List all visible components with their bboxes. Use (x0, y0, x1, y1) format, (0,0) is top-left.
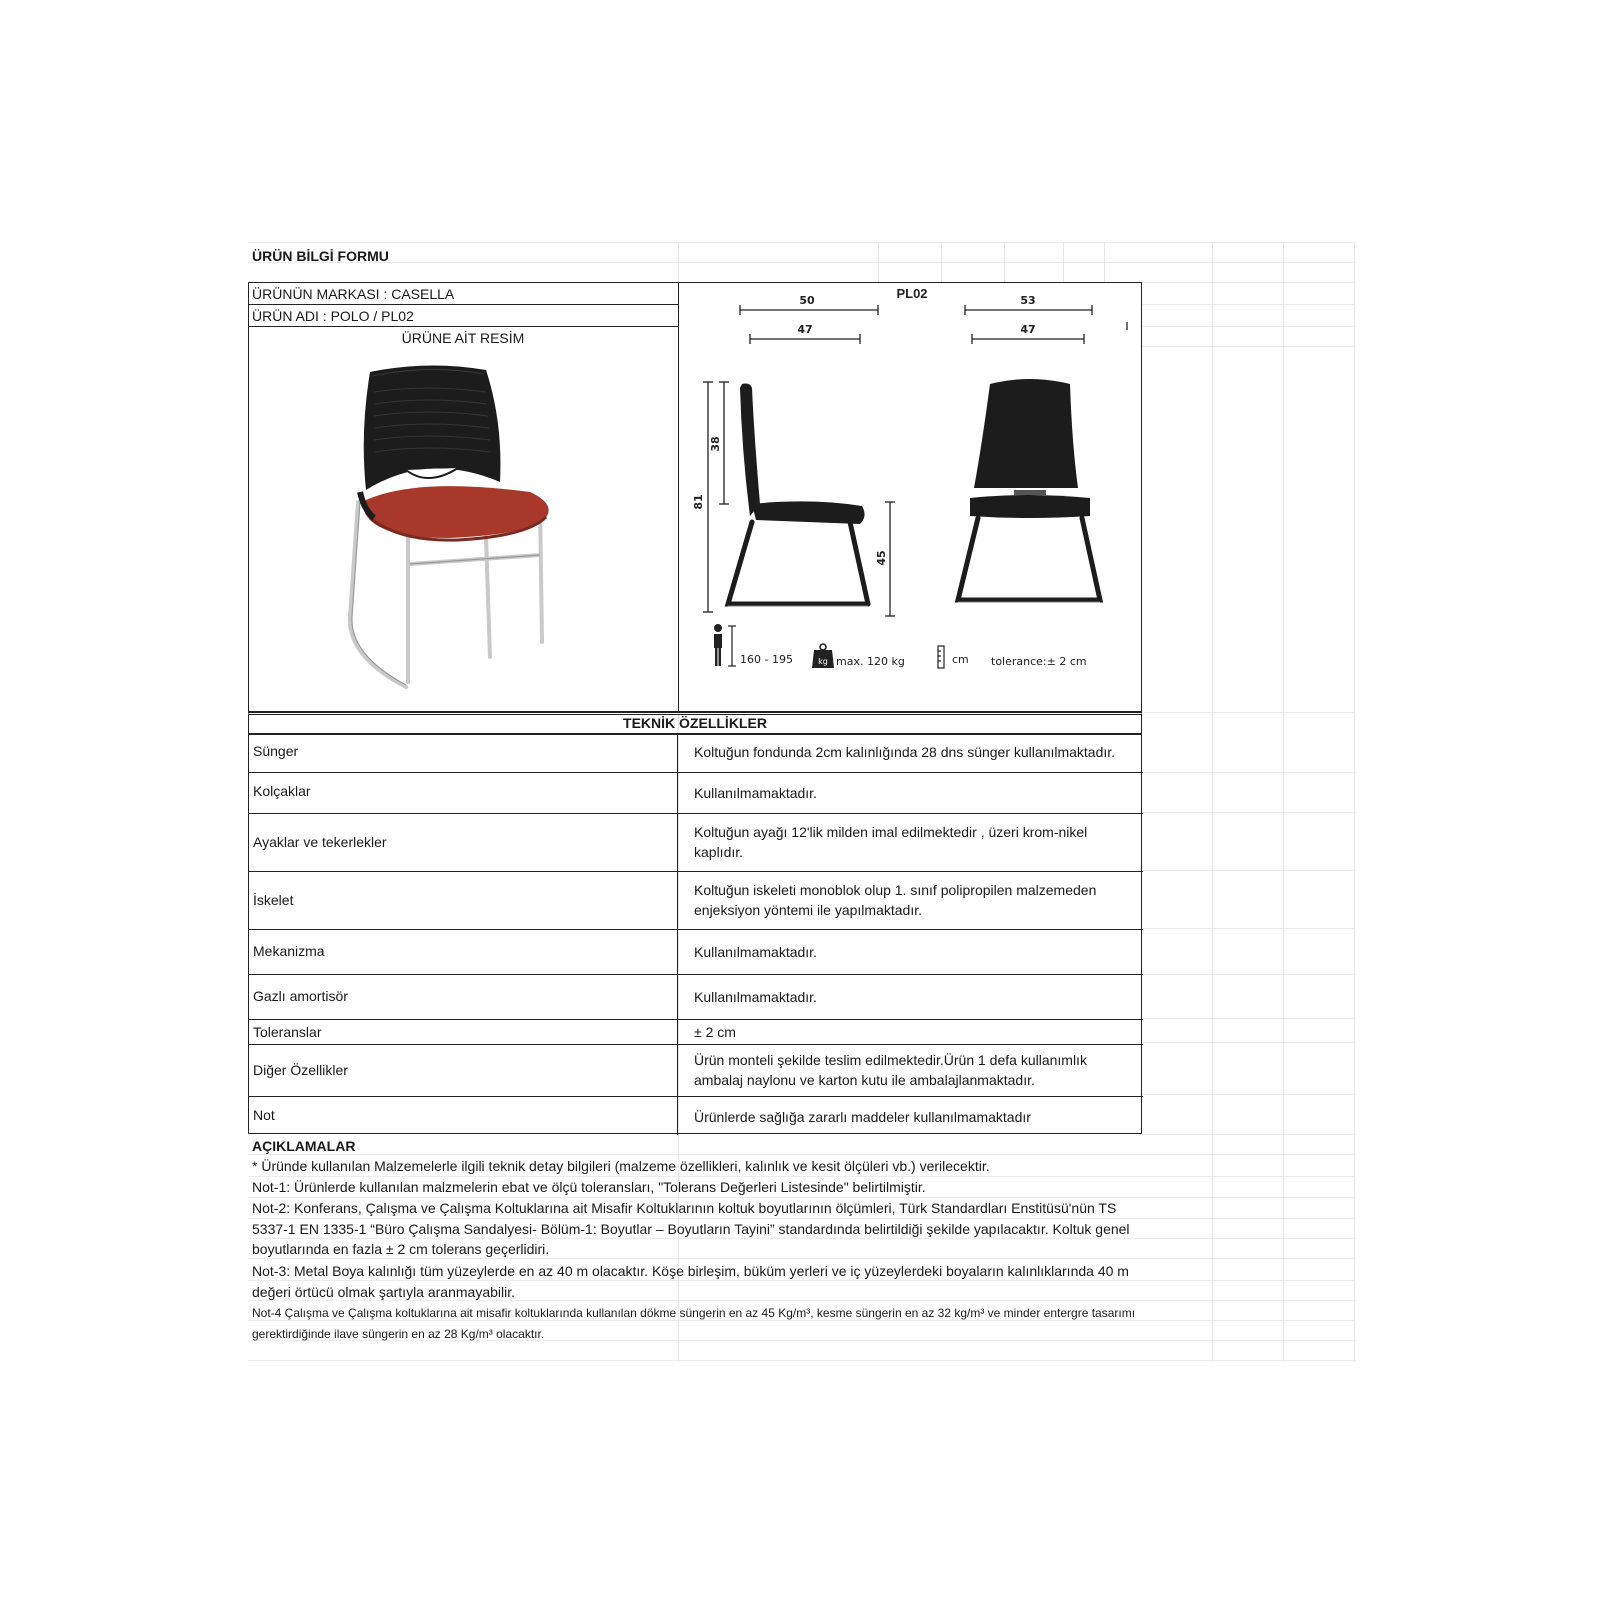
front-view-chair (958, 379, 1100, 602)
spec-label: Sünger (253, 743, 299, 759)
spec-row (249, 1097, 1143, 1135)
spec-label: Not (253, 1107, 275, 1123)
product-info-form (248, 242, 1355, 1362)
note-4: Not-4 Çalışma ve Çalışma koltuklarına ait misafir koltuklarında kullanılan dökme süngerin en az 45 Kg/m³, kesme süngerin en az 32 kg/m³ ve minder entergre tasarımı gerektirdiğinde ilave süngerin en az 28 Kg/m³ olacaktır. (252, 1306, 1136, 1341)
form-title: ÜRÜN BİLGİ FORMU (252, 248, 389, 264)
dim-seat-height: 45 (875, 550, 888, 566)
person-icon (714, 624, 736, 666)
svg-text:kg: kg (818, 657, 828, 666)
legend-max-weight: max. 120 kg (836, 655, 905, 668)
dim-seat-width-side: 47 (797, 323, 813, 336)
note-1: Not-1: Ürünlerde kullanılan malzmelerin ebat ve ölçü toleransları, "Tolerans Değerleri Listesinde" belirtilmiştir. (252, 1179, 926, 1195)
spec-value: Kullanılmamaktadır. (694, 944, 817, 960)
brand-line: ÜRÜNÜN MARKASI : CASELLA (252, 286, 455, 302)
spec-label: Gazlı amortisör (253, 988, 348, 1004)
notes-heading: AÇIKLAMALAR (252, 1138, 356, 1154)
spec-row (249, 1045, 1143, 1097)
dim-top-width-front: 53 (1020, 294, 1036, 307)
note-general: * Üründe kullanılan Malzemelerle ilgili teknik detay bilgileri (malzeme özellikleri, kalınlık ve kesit ölçüleri vb.) verilecektir. (252, 1158, 990, 1174)
specs-heading: TEKNİK ÖZELLİKLER (623, 715, 767, 731)
side-view-chair (728, 384, 868, 607)
spec-row (249, 975, 1143, 1020)
spec-label: Kolçaklar (253, 783, 311, 799)
legend-unit: cm (952, 653, 969, 666)
legend-user-height: 160 - 195 (740, 653, 793, 666)
dim-top-width-side: 50 (799, 294, 815, 307)
spec-row (249, 773, 1143, 814)
model-code: PL02 (896, 286, 928, 301)
spec-value: Ürünlerde sağlığa zararlı maddeler kullanılmamaktadır (694, 1109, 1031, 1125)
spec-label: Diğer Özellikler (253, 1062, 348, 1078)
specs-table (248, 734, 1142, 1134)
dim-total-height: 81 (692, 494, 705, 510)
spec-row (249, 1020, 1143, 1045)
spec-label: Mekanizma (253, 943, 325, 959)
spec-value: ± 2 cm (694, 1024, 736, 1040)
product-image (308, 352, 618, 697)
spec-row (249, 872, 1143, 930)
image-caption: ÜRÜNE AİT RESİM (401, 330, 525, 346)
spec-row (249, 814, 1143, 872)
note-3: Not-3: Metal Boya kalınlığı tüm yüzeylerde en az 40 m olacaktır. Köşe birleşim, büküm yerleri ve iç yüzeylerdeki boyaların kalınlıklarında 40 m değeri örtücü olmak şartıyla aranmayabilir. (252, 1263, 1129, 1300)
ruler-icon (938, 646, 944, 668)
weight-icon (812, 644, 834, 668)
spec-label: İskelet (253, 892, 294, 908)
spec-value: Kullanılmamaktadır. (694, 989, 817, 1005)
spec-value: Koltuğun iskeleti monoblok olup 1. sınıf polipropilen malzemeden enjeksiyon yöntemi ile yapılmaktadır. (694, 882, 1097, 918)
spec-row (249, 735, 1143, 773)
spec-value: Kullanılmamaktadır. (694, 785, 817, 801)
technical-drawing (680, 284, 1140, 710)
spec-value: Koltuğun fondunda 2cm kalınlığında 28 dns sünger kullanılmaktadır. (694, 744, 1116, 760)
dim-seat-width-front: 47 (1020, 323, 1036, 336)
note-2: Not-2: Konferans, Çalışma ve Çalışma Koltuklarına ait Misafir Koltuklarının koltuk boyutlarının ölçümleri, Türk Standardları Enstitüsü'nün TS 5337-1 EN 1335-1 “Büro Çalışma Sandalyesi- Bölüm-1: Boyutlar – Boyutların Tayini” standardında belirtildiği şekilde yapılacaktır. Koltuk genel boyutlarında en fazla ± 2 cm tolerans geçerlidiri. (252, 1200, 1130, 1257)
spec-row (249, 930, 1143, 975)
spec-label: Toleranslar (253, 1024, 322, 1040)
spec-value: Ürün monteli şekilde teslim edilmektedir.Ürün 1 defa kullanımlık ambalaj naylonu ve karton kutu ile ambalajlanmaktadır. (694, 1052, 1087, 1088)
dim-back-height: 38 (709, 436, 722, 452)
product-line: ÜRÜN ADI : POLO / PL02 (252, 308, 414, 324)
legend-tolerance: tolerance:± 2 cm (991, 655, 1087, 668)
spec-value: Koltuğun ayağı 12'lik milden imal edilmektedir , üzeri krom-nikel kaplıdır. (694, 824, 1088, 860)
spec-label: Ayaklar ve tekerlekler (253, 834, 387, 850)
